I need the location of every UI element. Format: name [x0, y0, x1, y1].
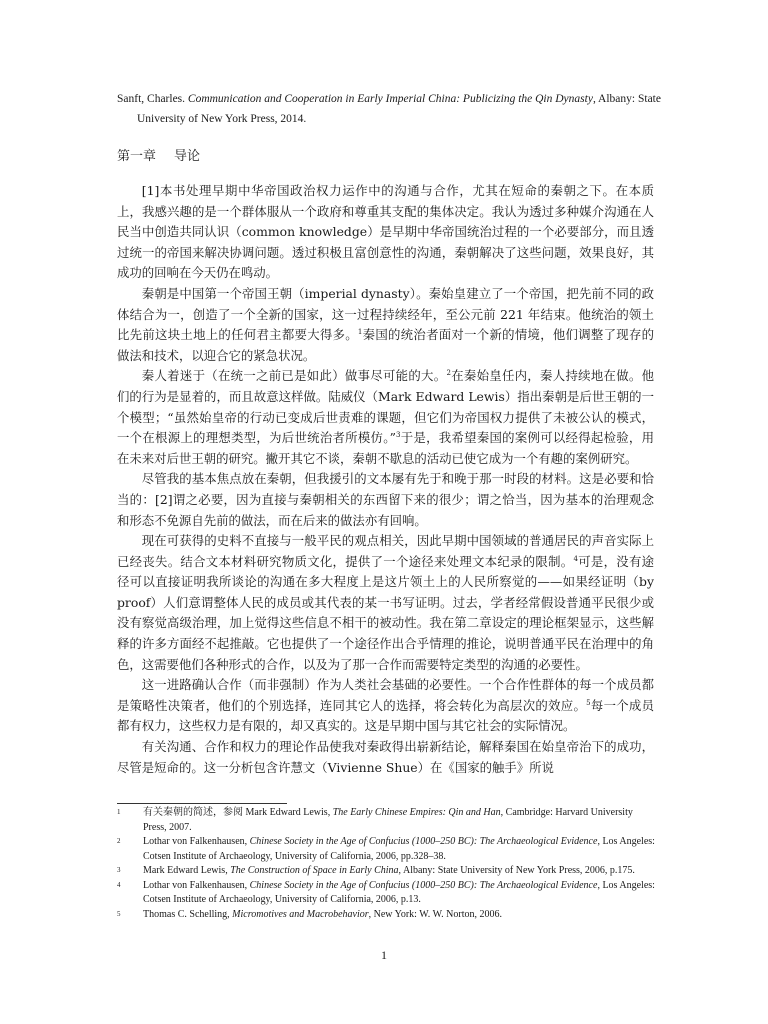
paragraph — [117, 469, 654, 531]
footnote-number: 3 — [117, 866, 121, 874]
citation-publisher: , Albany: State University of New York Press, 2014. — [137, 93, 661, 125]
footnote-ref: 2 — [446, 369, 451, 378]
footnote-number: 2 — [117, 837, 121, 845]
footnote-text: Lothar von Falkenhausen, — [143, 836, 250, 847]
footnote-ref: 5 — [586, 698, 591, 707]
footnote-work-title: Chinese Society in the Age of Confucius (1000–250 BC): The Archaeological Evidence — [249, 836, 598, 847]
footnote — [117, 806, 657, 835]
footnote-number: 1 — [117, 808, 121, 816]
footnote-text: , New York: W. W. Norton, 2006. — [368, 908, 502, 920]
footnote-ref: 3 — [396, 431, 401, 439]
footnote — [117, 879, 657, 908]
paragraph-text: 这一进路确认合作（而非强制）作为人类社会基础的必要性。一个合作性群体的每一个成员都是策略性决策者，他们的个别选择，连同其它人的选择，将会转化为高层次的效应。 — [117, 677, 654, 713]
paragraph-text: 尽管我的基本焦点放在秦朝，但我援引的文本屡有先于和晚于那一时段的材料。这是必要和恰当的：[2]谓之必要，因为直接与秦朝相关的东西留下来的很少；谓之恰当，因为基本的治理观念和形态不免源自先前的做法，而在后来的做法亦有回响。 — [117, 471, 654, 528]
paragraph — [117, 531, 654, 675]
footnote-text: , Albany: State University of New York Press, 2006, p.175. — [398, 865, 635, 876]
footnotes — [117, 806, 657, 922]
paragraph — [117, 284, 654, 366]
footnote-number: 5 — [117, 909, 121, 918]
footnote-text: , Los Angeles: Cotsen Institute of Archaeology, University of California, 2006, pp.328–38. — [143, 836, 655, 862]
footnote-text: Lothar von Falkenhausen, — [143, 879, 250, 891]
footnote-text: , Cambridge: Harvard University Press, 2007. — [143, 807, 633, 833]
paragraph-text: 于是，我希望秦国的案例可以经得起检验，用在未来对后世王朝的研究。撇开其它不谈，秦朝不歇息的活动已使它成为一个有趣的案例研究。 — [117, 430, 655, 466]
paragraph-text: 秦朝是中国第一个帝国王朝（imperial dynasty）。秦始皇建立了一个帝国，把先前不同的政体结合为一，创造了一个全新的国家，这一过程持续经年，至公元前 221 年结束。他统治的领土比先前这块土地上的任何君主都要大得多。 — [117, 285, 654, 343]
citation-author: Sanft, Charles. — [117, 93, 188, 105]
footnote-text: 有关秦朝的简述，参阅 Mark Edward Lewis, — [143, 807, 333, 818]
footnote — [117, 908, 657, 923]
footnote — [117, 864, 657, 879]
chapter-heading — [117, 147, 200, 167]
paragraph-text: 每一个成员都有权力，这些权力是有限的，却又真实的。这是早期中国与其它社会的实际情况。 — [117, 697, 655, 734]
bibliographic-citation — [117, 89, 677, 129]
paragraph — [117, 366, 654, 469]
paragraph-text: 秦人着迷于（在统一之前已是如此）做事尽可能的大。 — [141, 368, 447, 384]
footnote — [117, 835, 657, 864]
footnote-work-title: The Construction of Space in Early China — [230, 865, 399, 876]
paragraph — [117, 181, 654, 284]
citation-title: Communication and Cooperation in Early Imperial China: Publicizing the Qin Dynasty — [187, 93, 593, 105]
paragraph-text: 可是，没有途径可以直接证明我所谈论的沟通在多大程度上是这片领土上的人民所察觉的——如果经证明（by proof）人们意谓整体人民的成员或其代表的某一书写证明。过去，学者经常假设普通平民很少或没有察觉高级治理，加上觉得这些信息不相干的被动性。我在第二章设定的理论框架显示，这些解释的许多方面经不起推敲。它也提供了一个途径作出合乎情理的推论，说明普通平民在治理中的角色，这需要他们各种形式的合作，以及为了那一合作而需要特定类型的沟通的必要性。 — [117, 553, 655, 672]
footnote-number: 4 — [117, 880, 121, 889]
footnote-ref: 1 — [357, 328, 363, 337]
footnote-work-title: Micromotives and Macrobehavior — [232, 908, 369, 920]
paragraph-text: [1]本书处理早期中华帝国政治权力运作中的沟通与合作，尤其在短命的秦朝之下。在本质上，我感兴趣的是一个群体服从一个政府和尊重其支配的集体决定。我认为透过多种媒介沟通在人民当中创造共同认识（common knowledge）是早期中华帝国统治过程的一个必要部分，而且透过统一的帝国来解决协调问题。透过积极且富创意性的沟通，秦朝解决了这些问题，效果良好，其成功的回响在今天仍在鸣动。 — [117, 183, 654, 281]
paragraph-text: 有关沟通、合作和权力的理论作品使我对秦政得出崭新结论，解释秦国在始皇帝治下的成功，尽管是短命的。这一分析包含许慧文（Vivienne Shue）在《国家的触手》所说 — [117, 739, 654, 775]
body-text — [117, 181, 654, 778]
footnote-text: Thomas C. Schelling, — [143, 908, 233, 920]
paragraph-text: 在秦始皇任内，秦人持续地在做。他们的行为是显着的，而且故意这样做。陆威仪（Mark Edward Lewis）指出秦朝是后世王朝的一个模型；“虽然始皇帝的行动已变成后世责难的课题，但它们为帝国权力提供了未被公认的模式，一个在根源上的理想类型，为后世统治者所模仿。” — [117, 368, 654, 446]
footnote-separator — [117, 803, 287, 804]
footnote-work-title: The Early Chinese Empires: Qin and Han — [332, 807, 501, 818]
paragraph-text: 现在可获得的史料不直接与一般平民的观点相关，因此早期中国领域的普通居民的声音实际上已经丧失。结合文本材料研究物质文化，提供了一个途径来处理文本纪录的限制。 — [117, 533, 654, 569]
paragraph — [117, 737, 654, 778]
page-number: 1 — [381, 948, 387, 962]
paragraph-text: 秦国的统治者面对一个新的情境，他们调整了现存的做法和技术，以迎合它的紧急状况。 — [117, 327, 655, 363]
footnote-ref: 4 — [573, 554, 578, 563]
footnote-text: Mark Edward Lewis, — [143, 865, 231, 876]
chapter-number: 第一章 — [117, 149, 157, 164]
chapter-title: 导论 — [174, 149, 201, 164]
footnote-work-title: Chinese Society in the Age of Confucius (1000–250 BC): The Archaeological Evidence — [249, 879, 598, 891]
paragraph — [117, 675, 654, 737]
footnote-text: , Los Angeles: Cotsen Institute of Archaeology, University of California, 2006, p.13. — [143, 879, 655, 905]
